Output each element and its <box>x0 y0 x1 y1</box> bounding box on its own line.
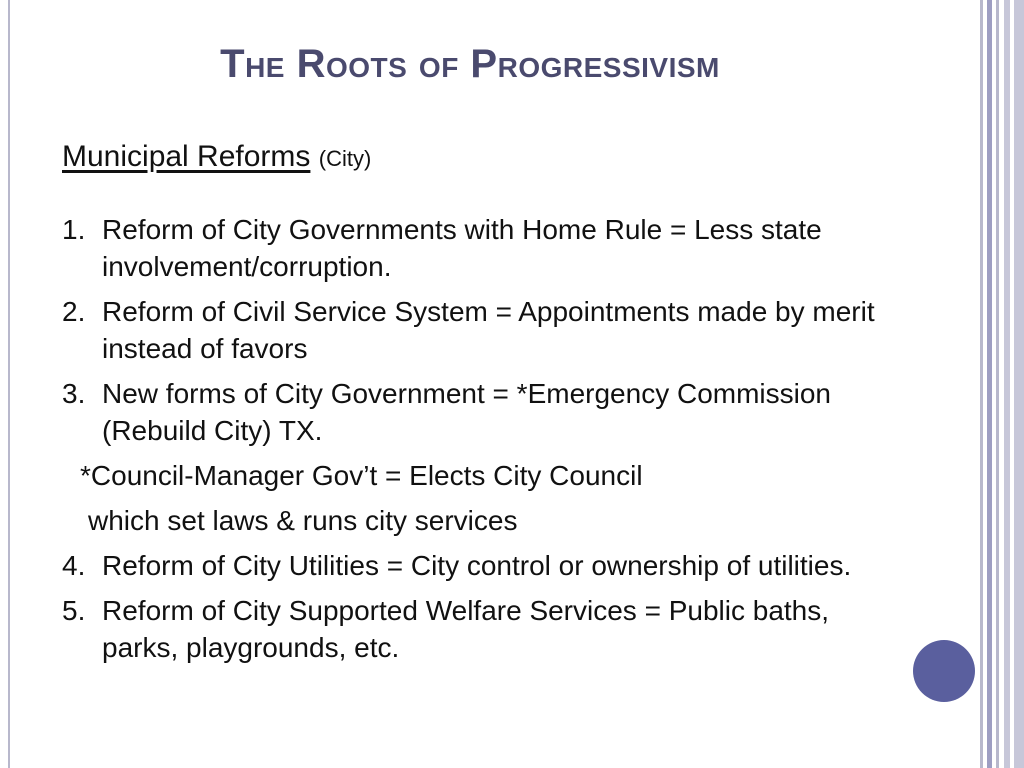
list-item-text: Reform of Civil Service System = Appointments made by merit instead of favors <box>102 296 875 364</box>
slide-frame-left <box>8 0 10 768</box>
list-item-number: 3. <box>62 378 86 409</box>
list-item-text: New forms of City Government = *Emergency Commission (Rebuild City) TX. <box>102 378 831 446</box>
list-item-text: Reform of City Supported Welfare Services = Public baths, parks, playgrounds, etc. <box>102 595 830 663</box>
section-heading <box>62 140 371 174</box>
list-item <box>62 592 882 666</box>
list-item <box>62 547 882 584</box>
list-item <box>62 293 882 367</box>
list-item-text: Reform of City Governments with Home Rule = Less state involvement/corruption. <box>102 214 822 282</box>
list-item <box>62 375 882 449</box>
frame-stripe <box>1004 0 1024 768</box>
section-heading-note: (City) <box>318 146 372 171</box>
slide-title: The Roots of Progressivism <box>220 42 720 86</box>
list-item <box>62 211 882 285</box>
frame-stripe <box>980 0 983 768</box>
list-item-text: Reform of City Utilities = City control or ownership of utilities. <box>102 550 852 581</box>
frame-stripe <box>987 0 992 768</box>
list-item-number: 4. <box>62 550 86 581</box>
list-item-number: 2. <box>62 296 86 327</box>
frame-stripe <box>1010 0 1014 768</box>
circle-icon <box>913 640 975 702</box>
section-heading-label: Municipal Reforms <box>62 140 311 173</box>
sub-line: which set laws & runs city services <box>88 505 518 536</box>
frame-stripe <box>996 0 999 768</box>
sub-line: *Council-Manager Gov’t = Elects City Council <box>80 460 643 491</box>
list-item-number: 1. <box>62 214 86 245</box>
list-item-number: 5. <box>62 595 86 626</box>
reform-list <box>62 211 882 674</box>
